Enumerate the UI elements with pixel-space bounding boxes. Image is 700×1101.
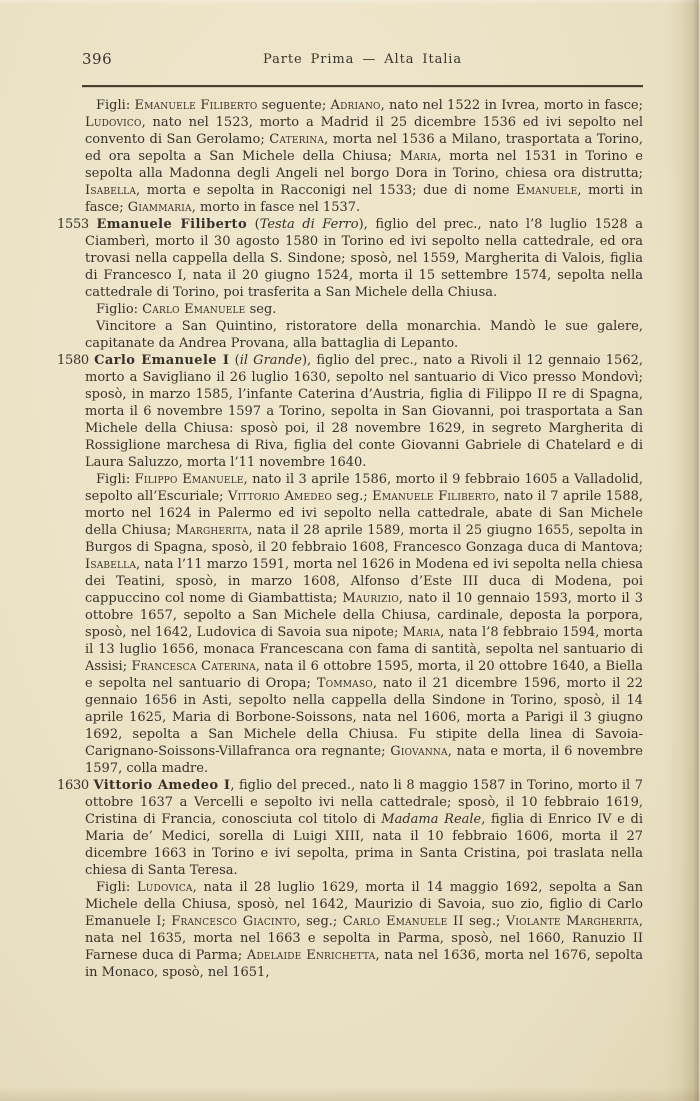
genealogy-entry — [57, 352, 643, 471]
body-text: ( — [247, 217, 260, 232]
body-paragraph — [85, 471, 643, 777]
body-text: , nato il 10 gennaio 1593, morto il 3 ottobre 1657, sepolto a San Michele della Chiusa, cardinale, deposta la porpora, sposò, nel 1642, Ludovica di Savoia sua nipote; — [85, 591, 643, 640]
entry-person-title: Vittorio Amedeo I — [93, 778, 231, 793]
entry-person-title: Carlo Emanuele I — [94, 353, 230, 368]
body-paragraph — [85, 318, 643, 352]
body-text: , figlio del preced., nato li 8 maggio 1587 in Torino, morto il 7 ottobre 1637 a Vercelli e sepolto ivi nella cattedrale; sposò, il 10 febbraio 1619, Cristina di Francia, conosciuta col titolo di — [85, 778, 643, 827]
person-name: Filippo Emanuele — [134, 472, 244, 487]
body-text: , nata il 6 ottobre 1595, morta, il 20 ottobre 1640, a Biella e sepolta nel santuario di Oropa; — [85, 659, 643, 691]
body-text: Figli: — [96, 472, 135, 487]
entry-year: 1580 — [57, 353, 89, 368]
epithet-italic: il Grande — [239, 353, 302, 368]
person-name: Adriano — [330, 98, 381, 113]
body-text: ), figlio del prec., nato a Rivoli il 12 gennaio 1562, morto a Savigliano il 26 luglio 1630, sepolto nel santuario di Vico presso Mondovì; sposò, in marzo 1585, l’infante Caterina d’Austria, figlia di Filippo II re di Spagna, morta il 6 novembre 1597 a Torino, sepolta in San Giovanni, poi trasportata a San Michele della Chiusa: sposò poi, il 28 novembre 1629, in segreto Margherita di Rossiglione marchesa di Riva, figlia del conte Giovanni Gabriele di Chatelard e di Laura Saluzzo, morta l’11 novembre 1640. — [85, 353, 643, 470]
entry-person-title: Emanuele Filiberto — [96, 217, 248, 232]
running-header — [82, 50, 643, 72]
page-edge-bottom-shadow — [0, 1087, 700, 1101]
genealogy-entry — [57, 777, 643, 879]
body-text: , nato nel 1523, morto a Madrid il 25 dicembre 1536 ed ivi sepolto nel convento di San Gerolamo; — [85, 115, 643, 147]
body-text: , morta nel 1531 in Torino e sepolta alla Madonna degli Angeli nel borgo Dora in Torino, chiesa ora distrutta; — [85, 149, 643, 181]
entry-year: 1630 — [57, 778, 89, 793]
body-paragraph — [85, 301, 643, 318]
body-text: ), figlio del prec., nato l’8 luglio 1528 a Ciamberì, morto il 30 agosto 1580 in Torino ed ivi sepolto nella cattedrale, ed ora trovasi nella cappella della S. Sindone; sposò, nel 1559, Margherita di Valois, figlia di Francesco I, nata il 20 giugno 1524, morta il 15 settembre 1574, sepolta nella cattedrale di Torino, poi trasferita a San Michele della Chiusa. — [85, 217, 643, 300]
body-text: Figli: — [96, 880, 137, 895]
running-header-title: Parte Prima — Alta Italia — [263, 52, 462, 67]
body-text: , nato il 7 aprile 1588, morto nel 1624 in Palermo ed ivi sepolto nella cattedrale, abate di San Michele della Chiusa; — [85, 489, 643, 538]
epithet-italic: Testa di Ferro — [259, 217, 359, 232]
epithet-italic: Madama Reale — [381, 812, 482, 827]
body-text: , nata il 28 luglio 1629, morta il 14 maggio 1692, sepolta a San Michele della Chiusa, sposò, nel 1642, Maurizio di Savoia, suo zio, figlio di Carlo Emanuele I; — [85, 880, 643, 929]
person-name: Ludovica — [136, 880, 193, 895]
person-name: Caterina — [269, 132, 325, 147]
body-text: ( — [229, 353, 240, 368]
body-paragraph — [85, 97, 643, 216]
page-edge-right-shadow — [666, 0, 700, 1101]
body-text: , nata l’11 marzo 1591, morta nel 1626 in Modena ed ivi sepolta nella chiesa dei Teatini, sposò, in marzo 1608, Alfonso d’Este III duca di Modena, poi cappuccino col nome di Giambattista; — [85, 557, 643, 606]
person-name: Margherita — [175, 523, 249, 538]
body-text: , morto in fasce nel 1537. — [191, 200, 361, 215]
person-name: Maurizio — [342, 591, 399, 606]
body-text: , morta e sepolta in Racconigi nel 1533; due di nome — [136, 183, 516, 198]
body-text: , nata nel 1636, morta nel 1676, sepolta in Monaco, sposò, nel 1651, — [85, 948, 643, 980]
page-edge-top-shade — [0, 0, 700, 5]
person-name: Maria — [402, 625, 441, 640]
body-text: Vincitore a San Quintino, ristoratore della monarchia. Mandò le sue galere, capitanate da Andrea Provana, alla battaglia di Lepanto. — [85, 319, 643, 351]
body-text: , nato il 21 dicembre 1596, morto il 22 gennaio 1656 in Asti, sepolto nella cappella della Sindone in Torino, sposò, il 14 aprile 1625, Maria di Borbone-Soissons, nata nel 1606, morta a Parigi il 3 giugno 1692, sepolta a San Michele della Chiusa. Fu stipite della linea di Savoia-Carignano-Soissons-Villafranca ora regnante; — [85, 676, 643, 759]
body-text: , figlia di Enrico IV e di Maria de’ Medici, sorella di Luigi XIII, nata il 10 febbraio 1606, morta il 27 dicembre 1663 in Torino e ivi sepolta, prima in Santa Cristina, poi traslata nella chiesa di Santa Teresa. — [85, 812, 643, 878]
person-name: Carlo Emanuele — [142, 302, 246, 317]
body-text: , nata e morta, il 6 novembre 1597, colla madre. — [85, 744, 643, 776]
person-name: Francesca Caterina — [131, 659, 256, 674]
person-name: Giammaria — [127, 200, 192, 215]
body-text: seguente; — [257, 98, 331, 113]
body-text: , nata nel 1635, morta nel 1663 e sepolta in Parma, sposò, nel 1660, Ranuzio II Farnese duca di Parma; — [85, 914, 643, 963]
person-name: Adelaide Enrichetta — [246, 948, 376, 963]
person-name: Vittorio Amedeo — [228, 489, 333, 504]
body-paragraph — [85, 879, 643, 981]
page-number: 396 — [82, 50, 113, 68]
person-name: Isabella — [85, 557, 137, 572]
body-text: , nato nel 1522 in Ivrea, morto in fasce; — [380, 98, 643, 113]
body-text: , nata l’8 febbraio 1594, morta il 13 luglio 1656, monaca Francescana con fama di santità, sepolta nel santuario di Assisi; — [85, 625, 644, 674]
body-text: seg.; — [332, 489, 373, 504]
person-name: Ludovico — [85, 115, 142, 130]
header-rule-divider — [82, 85, 643, 87]
person-name: Francesco Giacinto — [171, 914, 297, 929]
body-text: , nata il 28 aprile 1589, morta il 25 giugno 1655, sepolta in Burgos di Spagna, sposò, il 20 febbraio 1608, Francesco Gonzaga duca di Mantova; — [85, 523, 644, 555]
person-name: Emanuele Filiberto — [372, 489, 496, 504]
body-text: , nato il 3 aprile 1586, morto il 9 febbraio 1605 a Valladolid, sepolto all’Escuriale; — [85, 472, 644, 504]
person-name: Violante Margherita — [505, 914, 639, 929]
person-name: Carlo Emanuele II — [342, 914, 464, 929]
body-text: seg. — [245, 302, 277, 317]
body-text: Figli: — [96, 98, 135, 113]
body-text: seg.; — [463, 914, 506, 929]
person-name: Tommaso — [316, 676, 373, 691]
person-name: Isabella — [85, 183, 137, 198]
person-name: Maria — [399, 149, 438, 164]
body-text: , morti in fasce; — [85, 183, 644, 215]
entry-year: 1553 — [57, 217, 89, 232]
page-body-text — [57, 97, 644, 981]
person-name: Emanuele Filiberto — [134, 98, 258, 113]
body-text: Figlio: — [96, 302, 143, 317]
person-name: Giovanna — [390, 744, 448, 759]
person-name: Emanuele — [516, 183, 578, 198]
genealogy-entry — [57, 216, 643, 301]
body-text: , seg.; — [296, 914, 343, 929]
body-text: , morta nel 1536 a Milano, trasportata a Torino, ed ora sepolta a San Michele della Chiusa; — [85, 132, 643, 164]
